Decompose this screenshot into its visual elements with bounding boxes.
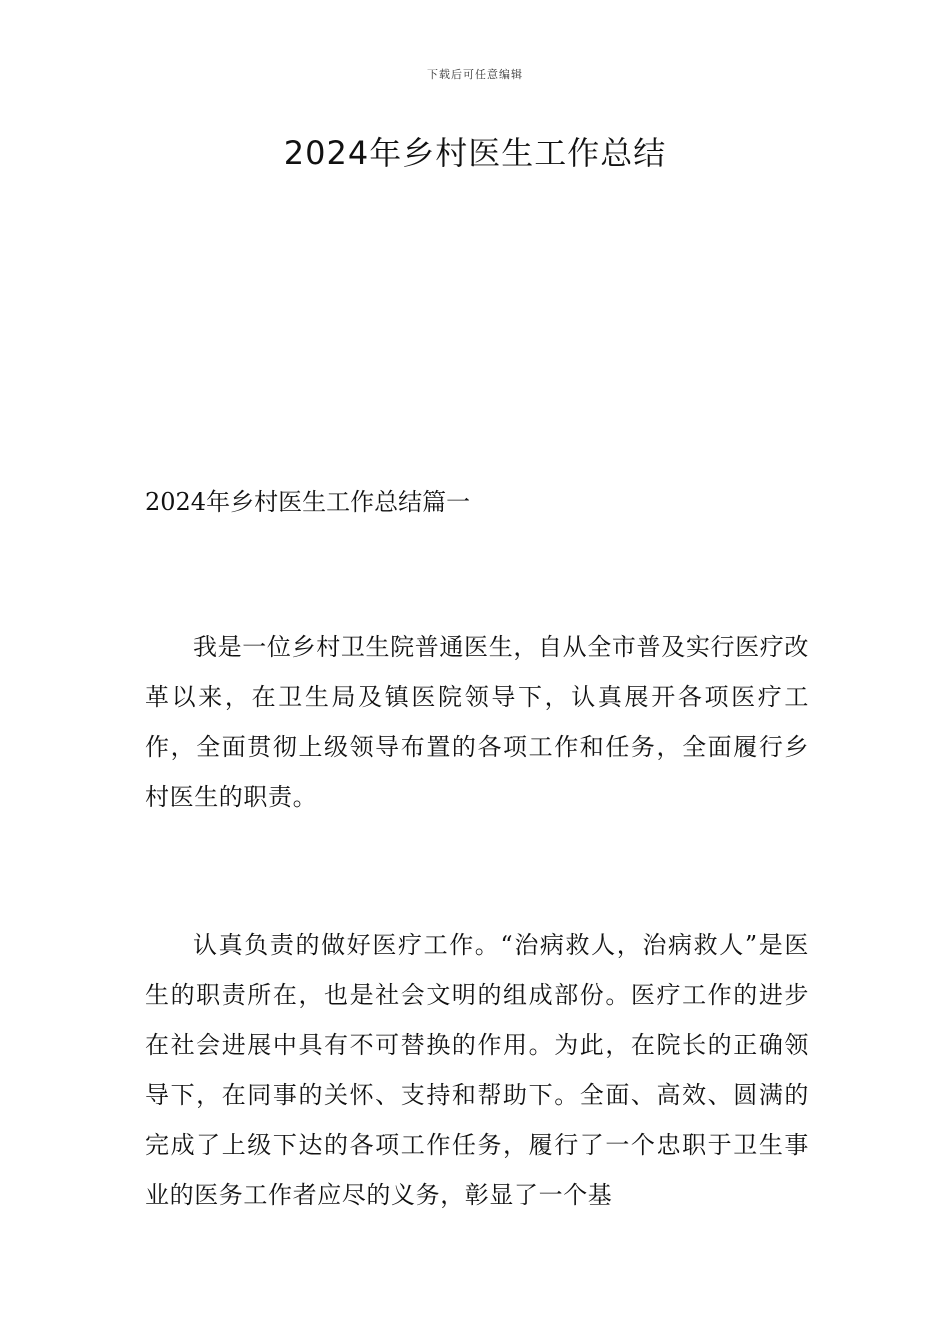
body-paragraph-2: 认真负责的做好医疗工作。“治病救人，治病救人”是医生的职责所在，也是社会文明的组成部份。医疗工作的进步在社会进展中具有不可替换的作用。为此，在院长的正确领导下，在同事的关怀、支持和帮助下。全面、高效、圆满的完成了上级下达的各项工作任务，履行了一个忠职于卫生事业的医务工作者应尽的义务，彰显了一个基 — [145, 931, 809, 1209]
body-paragraph-1: 我是一位乡村卫生院普通医生，自从全市普及实行医疗改革以来，在卫生局及镇医院领导下，认真展开各项医疗工作，全面贯彻上级领导布置的各项工作和任务，全面履行乡村医生的职责。 — [145, 633, 809, 811]
section-heading: 2024年乡村医生工作总结篇一 — [145, 488, 471, 516]
page-header-note: 下载后可任意编辑 — [427, 68, 523, 81]
document-title: 2024年乡村医生工作总结 — [283, 134, 667, 172]
